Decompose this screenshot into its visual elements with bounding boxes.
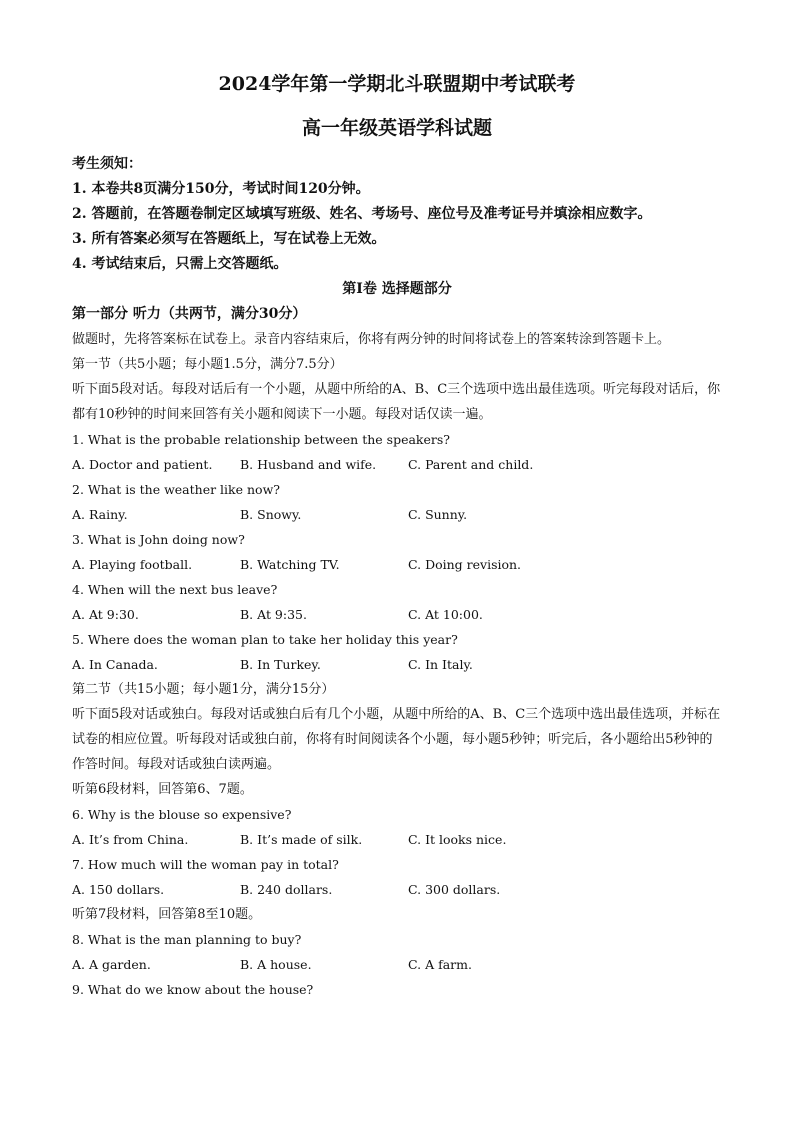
option-a: A. In Canada. [72, 657, 158, 672]
question-text: 1. What is the probable relationship between the speakers? [72, 432, 450, 447]
option-b: B. Watching TV. [240, 557, 340, 572]
question-9-text: 9. What do we know about the house? [72, 982, 314, 997]
question-text: 4. When will the next bus leave? [72, 582, 278, 597]
option-c: C. Sunny. [408, 507, 468, 522]
part1-title: 第一部分 听力（共两节，满分30分） [72, 306, 307, 322]
volume-title: 第I卷 选择题部分 [342, 281, 452, 297]
question-block-4 [72, 577, 722, 627]
notice-item-4: 4. 考试结束后，只需上交答题纸。 [72, 256, 288, 272]
notice-item-1: 1. 本卷共8页满分150分，考试时间120分钟。 [72, 181, 370, 197]
question-text: 5. Where does the woman plan to take her holiday this year? [72, 632, 458, 647]
option-b: B. At 9:35. [240, 607, 307, 622]
question-text: 3. What is John doing now? [72, 532, 245, 547]
question-text: 7. How much will the woman pay in total? [72, 857, 339, 872]
question-block-8 [72, 927, 722, 977]
option-c: C. At 10:00. [408, 607, 483, 622]
option-b: B. It’s made of silk. [240, 832, 363, 847]
option-b: B. 240 dollars. [240, 882, 333, 897]
option-row [72, 827, 722, 852]
option-c: C. 300 dollars. [408, 882, 501, 897]
option-row [72, 452, 722, 477]
option-row [72, 652, 722, 677]
option-a: A. Rainy. [72, 507, 128, 522]
option-a: A. 150 dollars. [72, 882, 165, 897]
notice-section [72, 152, 722, 277]
option-b: B. A house. [240, 957, 312, 972]
notice-heading: 考生须知： [72, 156, 142, 172]
exam-title: 2024学年第一学期北斗联盟期中考试联考 [218, 73, 576, 95]
section2-instructions: 听下面5段对话或独白。每段对话或独白后有几个小题，从题中所给的A、B、C三个选项中选出最佳选项，并标在试卷的相应位置。听每段对话或独白前，你将有时间阅读各个小题，每小题5秒钟；听完后，各小题给出5秒钟的作答时间。每段对话或独白读两遍。 [72, 707, 721, 772]
part1-intro: 做题时，先将答案标在试卷上。录音内容结束后，你将有两分钟的时间将试卷上的答案转涂到答题卡上。 [72, 332, 671, 347]
section2-title: 第二节（共15小题；每小题1分，满分15分） [72, 682, 335, 697]
option-row [72, 502, 722, 527]
question-block-2 [72, 477, 722, 527]
question-text: 2. What is the weather like now? [72, 482, 280, 497]
option-b: B. In Turkey. [240, 657, 321, 672]
exam-subtitle: 高一年级英语学科试题 [301, 117, 492, 139]
notice-item-2: 2. 答题前，在答题卷制定区域填写班级、姓名、考场号、座位号及准考证号并填涂相应数字。 [72, 206, 652, 222]
option-a: A. It’s from China. [72, 832, 189, 847]
question-text: 8. What is the man planning to buy? [72, 932, 302, 947]
option-row [72, 602, 722, 627]
option-c: C. A farm. [408, 957, 472, 972]
option-b: B. Husband and wife. [240, 457, 377, 472]
option-a: A. Playing football. [72, 557, 193, 572]
option-c: C. It looks nice. [408, 832, 507, 847]
question-block-5 [72, 627, 722, 677]
notice-item-3: 3. 所有答案必须写在答题纸上，写在试卷上无效。 [72, 231, 386, 247]
question-block-1 [72, 427, 722, 477]
option-row [72, 877, 722, 902]
material-7-label: 听第7段材料，回答第8至10题。 [72, 907, 262, 922]
section1-instructions: 听下面5段对话。每段对话后有一个小题，从题中所给的A、B、C三个选项中选出最佳选项。听完每段对话后，你都有10秒钟的时间来回答有关小题和阅读下一小题。每段对话仅读一遍。 [72, 382, 721, 422]
exam-page [72, 60, 722, 1002]
option-a: A. A garden. [72, 957, 151, 972]
question-text: 6. Why is the blouse so expensive? [72, 807, 292, 822]
question-block-6 [72, 802, 722, 852]
option-c: C. Parent and child. [408, 457, 534, 472]
material-6-label: 听第6段材料，回答第6、7题。 [72, 782, 253, 797]
option-b: B. Snowy. [240, 507, 302, 522]
option-row [72, 552, 722, 577]
option-a: A. Doctor and patient. [72, 457, 213, 472]
option-c: C. Doing revision. [408, 557, 522, 572]
option-a: A. At 9:30. [72, 607, 139, 622]
option-c: C. In Italy. [408, 657, 473, 672]
question-block-7 [72, 852, 722, 902]
option-row [72, 952, 722, 977]
question-block-3 [72, 527, 722, 577]
section1-title: 第一节（共5小题；每小题1.5分，满分7.5分） [72, 357, 343, 372]
